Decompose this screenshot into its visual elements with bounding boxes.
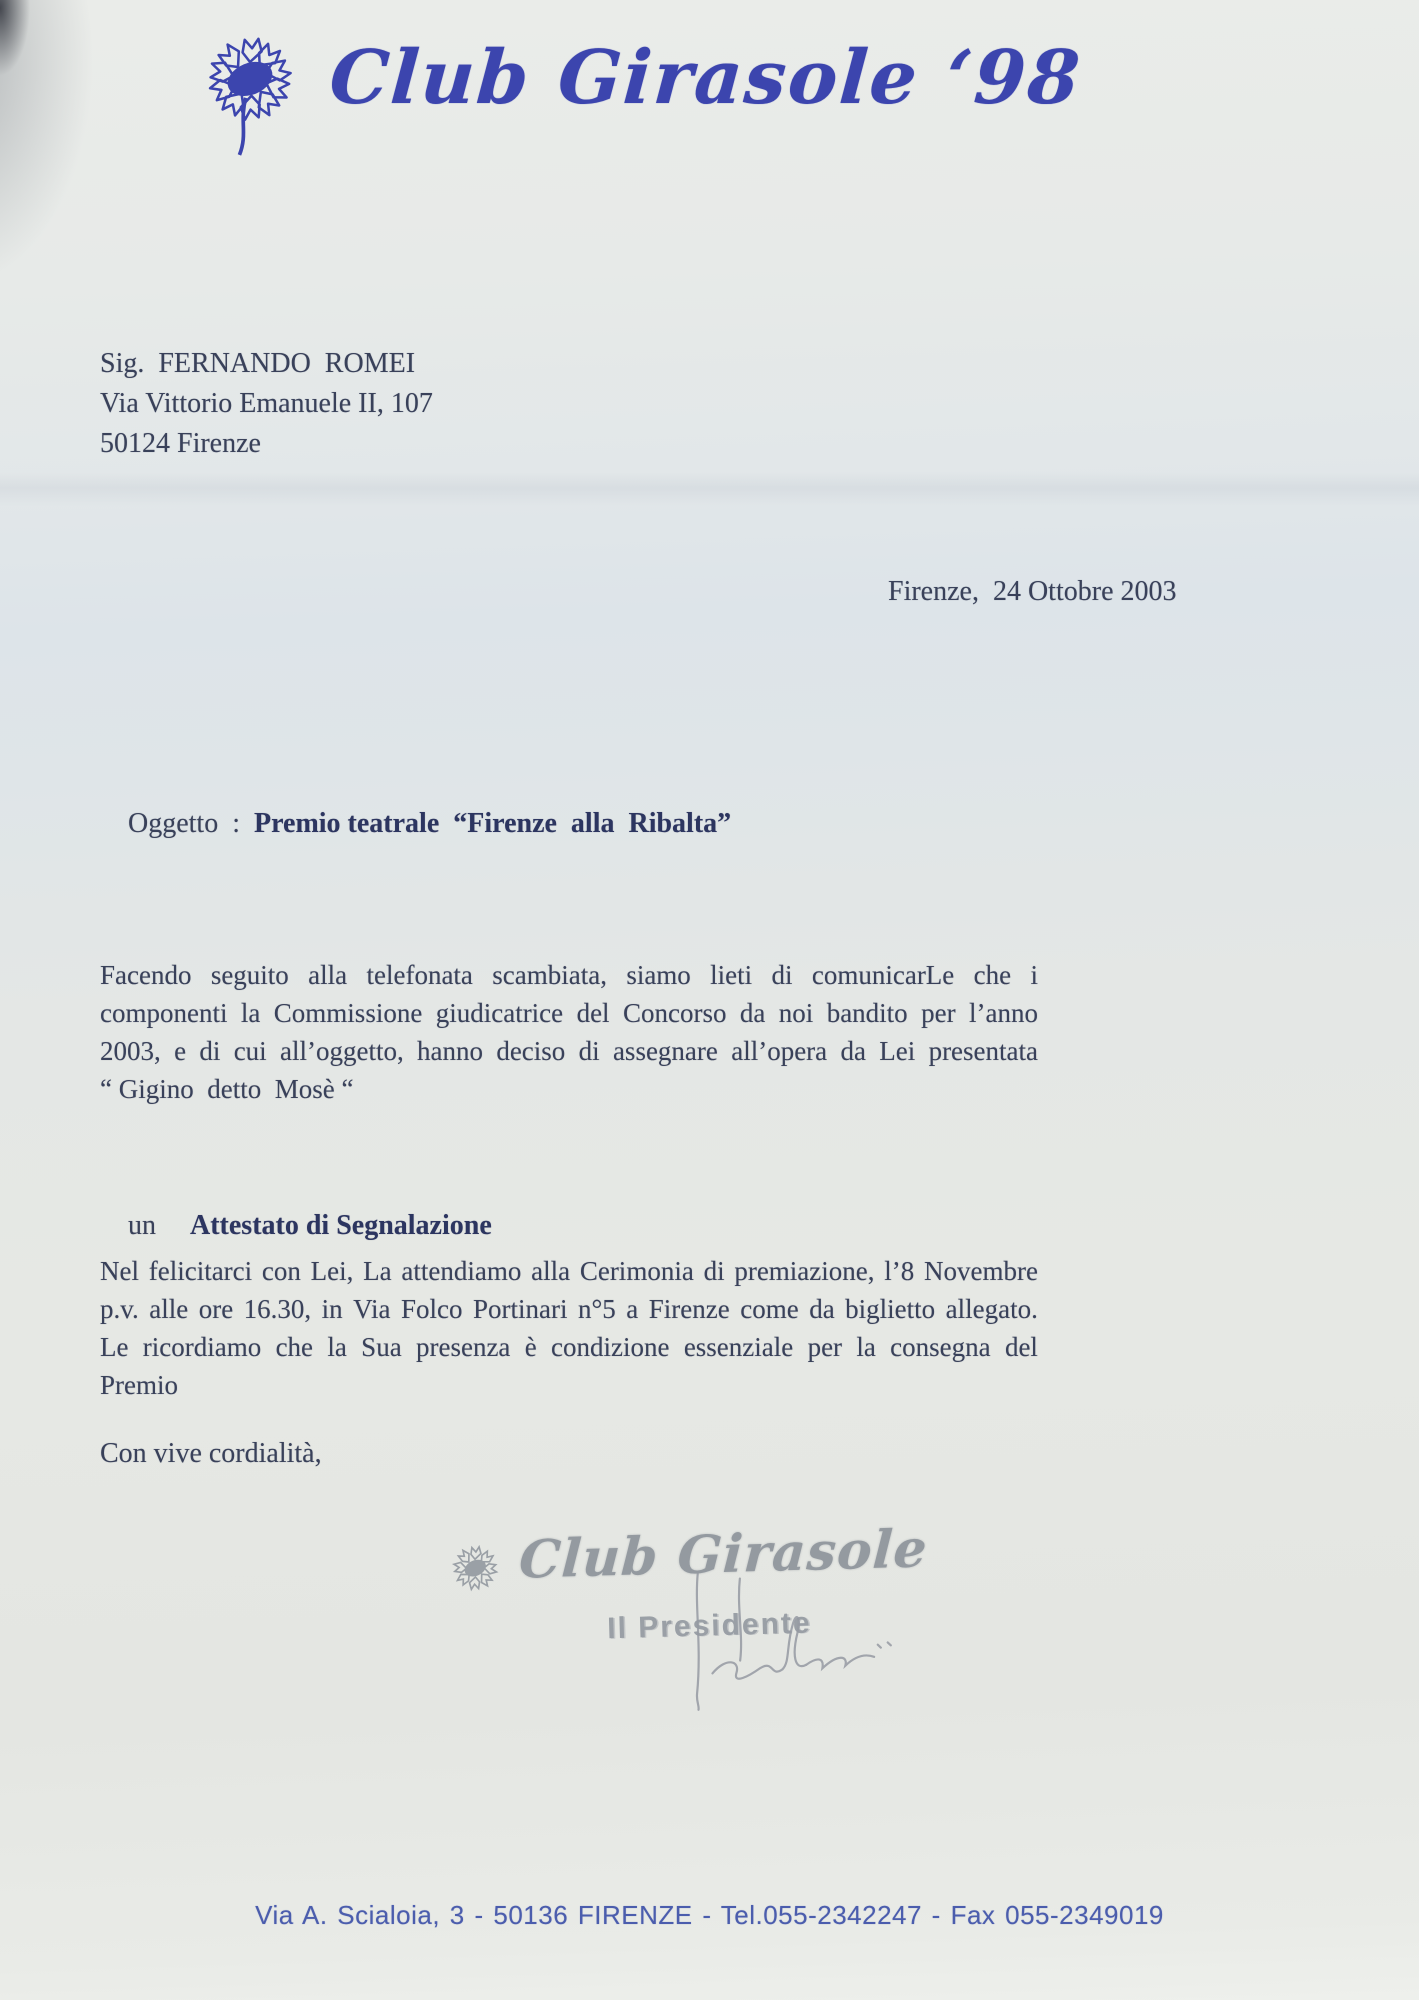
sunflower-logo-icon [196, 24, 304, 156]
award-title: Attestato di Segnalazione [190, 1210, 492, 1241]
subject-line [100, 776, 731, 872]
body-paragraph-1 [100, 956, 1038, 1108]
signature-scribble [680, 1560, 924, 1717]
body-line: Facendo seguito alla telefonata scambiata, siamo lieti di comunicarLe che i [100, 960, 1038, 990]
body-line: componenti la Commissione giudicatrice del Concorso da noi bandito per l’anno [100, 998, 1038, 1028]
stamp-sunflower-icon [447, 1537, 505, 1611]
recipient-name: Sig. FERNANDO ROMEI [100, 348, 416, 379]
date-line: Firenze, 24 Ottobre 2003 [888, 576, 1177, 607]
award-prefix: un [128, 1210, 156, 1241]
subject-value: Premio teatrale “Firenze alla Ribalta” [254, 808, 732, 839]
letterhead [196, 24, 1085, 156]
body-line: 2003, e di cui all’oggetto, hanno deciso di assegnare all’opera da Lei presentata [100, 1036, 1038, 1066]
recipient-city: 50124 Firenze [100, 428, 261, 459]
closing-salutation: Con vive cordialità, [100, 1438, 322, 1469]
recipient-address [100, 344, 433, 464]
body-line: Premio [100, 1370, 178, 1400]
stamp-role-text: Il Presidente [606, 1606, 813, 1646]
body-line: Nel felicitarci con Lei, La attendiamo alla Cerimonia di premiazione, l’8 Novembre [100, 1256, 1038, 1286]
brand-title: Club Girasole ‘98 [326, 35, 1085, 121]
body-line: Le ricordiamo che la Sua presenza è condizione essenziale per la consegna del [100, 1332, 1038, 1362]
recipient-street: Via Vittorio Emanuele II, 107 [100, 388, 433, 419]
body-paragraph-2 [100, 1252, 1038, 1404]
president-stamp [446, 1517, 929, 1650]
subject-label: Oggetto : [128, 808, 240, 839]
body-line: p.v. alle ore 16.30, in Via Folco Portinari n°5 a Firenze come da biglietto allegato. [100, 1294, 1038, 1324]
work-title: “ Gigino detto Mosè “ [100, 1074, 354, 1104]
footer-address: Via A. Scialoia, 3 - 50136 FIRENZE - Tel.055-2342247 - Fax 055-2349019 [255, 1900, 1164, 1930]
stamp-brand-text: Club Girasole [517, 1518, 929, 1591]
